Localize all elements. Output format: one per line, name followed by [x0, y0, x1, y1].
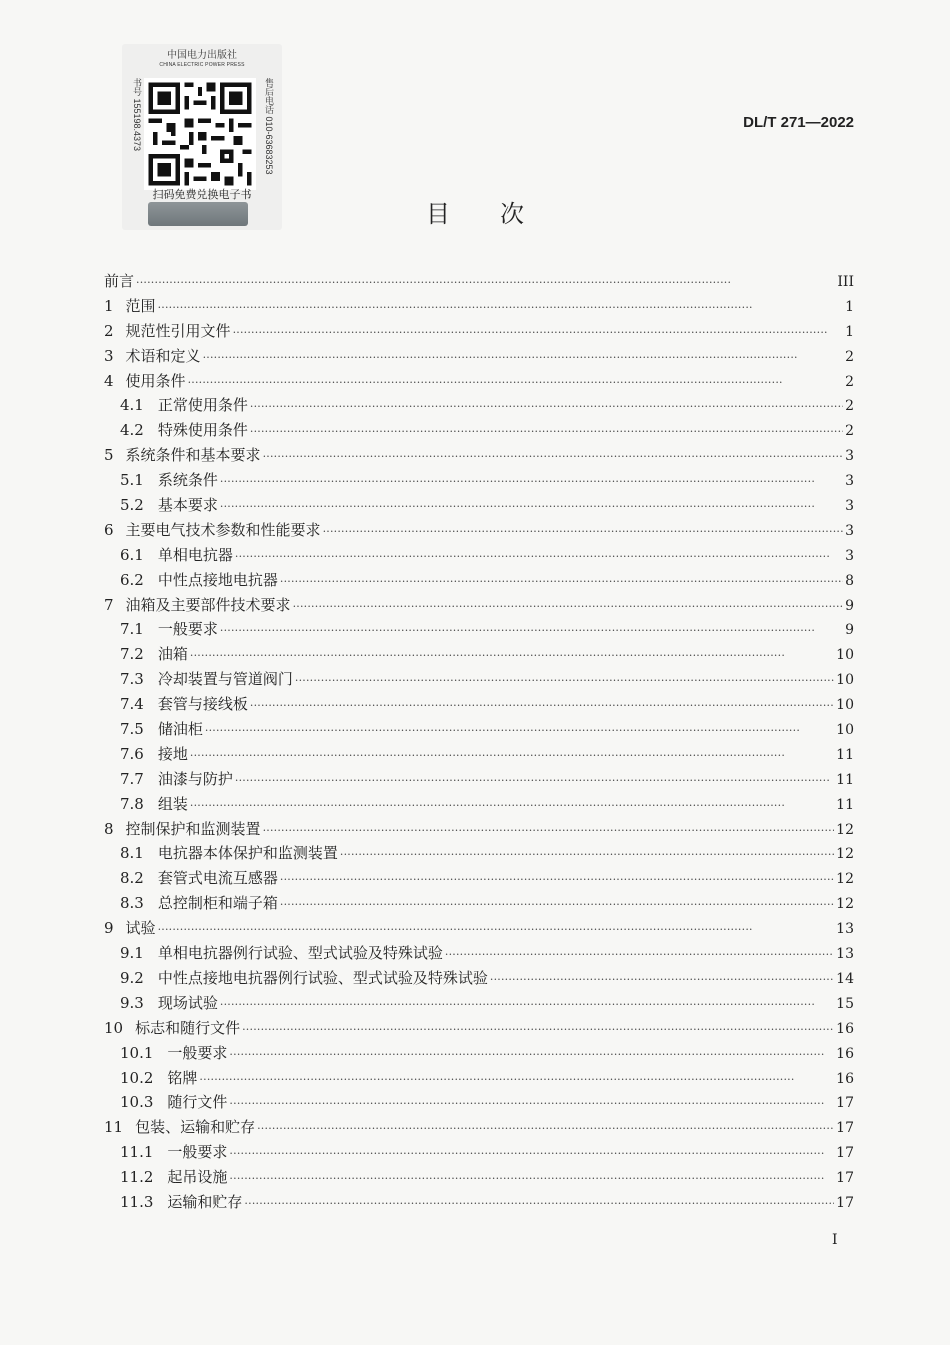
toc-entry[interactable] [104, 1116, 854, 1141]
toc-entry[interactable] [104, 419, 854, 444]
dot-leader [244, 1197, 834, 1210]
toc-entry-page: 10 [836, 647, 854, 664]
toc-entry-title: 总控制柜和端子箱 [157, 894, 278, 913]
dot-leader [220, 475, 843, 488]
toc-entry[interactable] [104, 295, 854, 320]
toc-entry[interactable] [104, 842, 854, 867]
toc-entry[interactable] [104, 469, 854, 494]
table-of-contents [104, 270, 854, 1216]
dot-leader [250, 425, 843, 438]
toc-entry-page: 14 [836, 970, 854, 987]
toc-entry[interactable] [104, 544, 854, 569]
toc-entry[interactable] [104, 668, 854, 693]
toc-entry[interactable] [104, 345, 854, 370]
toc-entry-title: 使用条件 [125, 371, 186, 390]
toc-entry-title: 正常使用条件 [157, 396, 248, 415]
toc-entry-page: 17 [836, 1095, 854, 1112]
toc-entry-page: 16 [836, 1045, 854, 1062]
toc-entry-page: 15 [836, 995, 854, 1012]
toc-entry-page: 12 [836, 846, 854, 863]
toc-entry-number: 5 [104, 446, 114, 465]
toc-entry[interactable] [104, 1191, 854, 1216]
toc-entry-page: III [837, 274, 854, 290]
publisher-name-en: CHINA ELECTRIC POWER PRESS [159, 62, 245, 68]
toc-entry[interactable] [104, 992, 854, 1017]
toc-entry-number: 6 [104, 520, 114, 539]
toc-entry-title: 标志和随行文件 [135, 1018, 241, 1037]
dot-leader [280, 898, 834, 911]
dot-leader [158, 301, 844, 314]
toc-entry-number: 7.3 [120, 670, 144, 689]
toc-entry[interactable] [104, 1091, 854, 1116]
toc-entry-title: 一般要求 [157, 620, 218, 639]
toc-entry[interactable] [104, 892, 854, 917]
toc-entry-number: 9 [104, 919, 114, 938]
toc-entry[interactable] [104, 768, 854, 793]
toc-entry-title: 套管与接线板 [157, 695, 248, 714]
toc-entry-number: 9.1 [120, 944, 144, 963]
toc-entry-title: 术语和定义 [125, 346, 201, 365]
dot-leader [199, 1073, 834, 1086]
standard-number: DL/T 271—2022 [743, 114, 854, 131]
toc-entry-title: 系统条件和基本要求 [125, 446, 261, 465]
toc-entry-page: 3 [845, 473, 854, 490]
dot-leader [203, 351, 844, 364]
toc-entry-title: 电抗器本体保护和监测装置 [157, 844, 338, 863]
dot-leader [233, 326, 844, 339]
toc-entry-number: 5.2 [120, 496, 144, 515]
toc-entry-number: 11 [104, 1118, 124, 1137]
toc-entry-title: 前言 [104, 272, 135, 290]
toc-entry-title: 套管式电流互感器 [157, 869, 278, 888]
toc-entry[interactable] [104, 917, 854, 942]
toc-entry-number: 2 [104, 321, 114, 340]
dot-leader [136, 276, 835, 289]
toc-entry-number: 6.1 [120, 545, 144, 564]
toc-entry-page: 1 [845, 323, 854, 340]
dot-leader [229, 1097, 834, 1110]
dot-leader [250, 699, 834, 712]
dot-leader [235, 774, 834, 787]
toc-entry-page: 9 [845, 597, 854, 614]
toc-entry[interactable] [104, 444, 854, 469]
toc-entry[interactable] [104, 1042, 854, 1067]
toc-entry[interactable] [104, 743, 854, 768]
dot-leader [158, 923, 835, 936]
toc-entry-number: 7.7 [120, 769, 144, 788]
toc-entry-title: 控制保护和监测装置 [125, 819, 261, 838]
toc-entry-page: 17 [836, 1145, 854, 1162]
toc-entry-title: 组装 [157, 794, 188, 813]
toc-entry[interactable] [104, 270, 854, 295]
toc-entry-page: 2 [845, 348, 854, 365]
toc-entry-page: 3 [845, 522, 854, 539]
toc-entry-page: 10 [836, 672, 854, 689]
toc-entry[interactable] [104, 1067, 854, 1092]
toc-entry-title: 主要电气技术参数和性能要求 [125, 520, 321, 539]
toc-entry[interactable] [104, 793, 854, 818]
toc-entry-page: 3 [845, 448, 854, 465]
page-number: I [832, 1232, 838, 1248]
publisher-name: 中国电力出版社 [167, 50, 237, 61]
toc-entry-title: 现场试验 [157, 993, 218, 1012]
scratch-code-panel[interactable] [148, 202, 248, 226]
dot-leader [295, 674, 834, 687]
toc-entry-page: 13 [836, 946, 854, 963]
toc-entry-number: 4.2 [120, 421, 144, 440]
toc-entry-page: 9 [845, 622, 854, 639]
toc-entry-title: 包装、运输和贮存 [135, 1118, 256, 1137]
toc-entry-number: 7.2 [120, 645, 144, 664]
toc-entry-number: 8 [104, 819, 114, 838]
toc-entry-page: 2 [845, 373, 854, 390]
toc-entry-number: 9.2 [120, 968, 144, 987]
dot-leader [280, 575, 843, 588]
dot-leader [205, 724, 834, 737]
toc-entry-title: 一般要求 [167, 1043, 228, 1062]
toc-entry-page: 12 [836, 896, 854, 913]
toc-entry-title: 中性点接地电抗器 [157, 570, 278, 589]
toc-entry-title: 冷却装置与管道阀门 [157, 670, 293, 689]
toc-entry-title: 油箱 [157, 645, 188, 664]
book-number: 书号 155198.4373 [132, 78, 142, 152]
toc-entry-page: 16 [836, 1020, 854, 1037]
toc-entry-number: 7 [104, 595, 114, 614]
dot-leader [242, 1023, 834, 1036]
toc-entry-page: 17 [836, 1120, 854, 1137]
toc-entry-page: 11 [836, 771, 854, 788]
toc-entry[interactable] [104, 693, 854, 718]
toc-entry-number: 1 [104, 296, 114, 315]
toc-entry[interactable] [104, 718, 854, 743]
scan-caption: 扫码免费兑换电子书 [152, 189, 252, 201]
toc-entry-number: 6.2 [120, 570, 144, 589]
toc-entry[interactable] [104, 370, 854, 395]
dot-leader [263, 824, 835, 837]
toc-entry-number: 4 [104, 371, 114, 390]
toc-entry-page: 17 [836, 1170, 854, 1187]
toc-entry-page: 11 [836, 746, 854, 763]
toc-entry-page: 12 [836, 871, 854, 888]
toc-entry[interactable] [104, 320, 854, 345]
toc-entry-title: 铭牌 [167, 1068, 198, 1087]
toc-entry[interactable] [104, 967, 854, 992]
toc-entry[interactable] [104, 1166, 854, 1191]
toc-entry-number: 8.1 [120, 844, 144, 863]
toc-entry-page: 2 [845, 398, 854, 415]
dot-leader [220, 998, 834, 1011]
toc-entry[interactable] [104, 618, 854, 643]
toc-entry-page: 11 [836, 796, 854, 813]
toc-entry-page: 10 [836, 722, 854, 739]
toc-entry-title: 运输和贮存 [167, 1192, 243, 1211]
toc-entry-number: 11.3 [120, 1192, 154, 1211]
toc-entry[interactable] [104, 394, 854, 419]
dot-leader [235, 550, 843, 563]
toc-entry-page: 13 [836, 921, 854, 938]
toc-entry-page: 3 [845, 547, 854, 564]
dot-leader [293, 600, 844, 613]
toc-entry-number: 11.1 [120, 1143, 154, 1162]
toc-entry[interactable] [104, 1141, 854, 1166]
qr-sticker [122, 44, 282, 230]
qr-code[interactable] [144, 78, 256, 190]
toc-entry[interactable] [104, 1017, 854, 1042]
toc-entry[interactable] [104, 594, 854, 619]
toc-entry-title: 中性点接地电抗器例行试验、型式试验及特殊试验 [157, 968, 488, 987]
page-title: 目次 [426, 200, 574, 228]
toc-entry-title: 试验 [125, 919, 156, 938]
toc-entry[interactable] [104, 494, 854, 519]
dot-leader [229, 1048, 834, 1061]
service-phone: 售后电话 010-63683253 [264, 78, 274, 175]
toc-entry-title: 储油柜 [157, 720, 203, 739]
dot-leader [190, 799, 834, 812]
toc-entry-title: 系统条件 [157, 471, 218, 490]
dot-leader [323, 525, 844, 538]
toc-entry-number: 10.3 [120, 1093, 154, 1112]
toc-entry-page: 8 [845, 572, 854, 589]
dot-leader [190, 649, 834, 662]
toc-entry-number: 7.8 [120, 794, 144, 813]
toc-entry-title: 基本要求 [157, 496, 218, 515]
toc-entry-number: 4.1 [120, 396, 144, 415]
dot-leader [340, 848, 834, 861]
toc-entry[interactable] [104, 569, 854, 594]
toc-entry-number: 10 [104, 1018, 124, 1037]
dot-leader [257, 1122, 834, 1135]
toc-entry-page: 3 [845, 498, 854, 515]
toc-entry[interactable] [104, 818, 854, 843]
toc-entry-number: 3 [104, 346, 114, 365]
toc-entry-title: 随行文件 [167, 1093, 228, 1112]
dot-leader [490, 973, 834, 986]
toc-entry-title: 单相电抗器 [157, 545, 233, 564]
toc-entry-page: 10 [836, 697, 854, 714]
toc-entry-title: 起吊设施 [167, 1168, 228, 1187]
dot-leader [190, 749, 834, 762]
toc-entry-number: 10.1 [120, 1043, 154, 1062]
toc-entry-title: 一般要求 [167, 1143, 228, 1162]
publisher-logo [132, 50, 272, 69]
dot-leader [229, 1172, 834, 1185]
toc-entry-number: 5.1 [120, 471, 144, 490]
dot-leader [250, 400, 843, 413]
dot-leader [263, 450, 844, 463]
toc-entry-number: 10.2 [120, 1068, 154, 1087]
toc-entry-number: 8.2 [120, 869, 144, 888]
toc-entry[interactable] [104, 643, 854, 668]
toc-entry-page: 2 [845, 423, 854, 440]
toc-entry-title: 油箱及主要部件技术要求 [125, 595, 291, 614]
toc-entry[interactable] [104, 519, 854, 544]
toc-entry-number: 8.3 [120, 894, 144, 913]
dot-leader [220, 500, 843, 513]
toc-entry-title: 单相电抗器例行试验、型式试验及特殊试验 [157, 944, 443, 963]
toc-entry-title: 范围 [125, 296, 156, 315]
toc-entry-title: 特殊使用条件 [157, 421, 248, 440]
toc-entry-title: 规范性引用文件 [125, 321, 231, 340]
toc-entry-number: 11.2 [120, 1168, 154, 1187]
toc-entry-number: 7.4 [120, 695, 144, 714]
toc-entry-number: 9.3 [120, 993, 144, 1012]
toc-entry-number: 7.6 [120, 744, 144, 763]
toc-entry-page: 17 [836, 1194, 854, 1211]
dot-leader [229, 1147, 834, 1160]
toc-entry[interactable] [104, 867, 854, 892]
dot-leader [445, 948, 834, 961]
dot-leader [280, 873, 834, 886]
toc-entry-title: 接地 [157, 744, 188, 763]
dot-leader [220, 624, 843, 637]
toc-entry-number: 7.1 [120, 620, 144, 639]
dot-leader [188, 376, 844, 389]
toc-entry-page: 1 [845, 298, 854, 315]
toc-entry[interactable] [104, 942, 854, 967]
toc-entry-title: 油漆与防护 [157, 769, 233, 788]
toc-entry-page: 12 [836, 821, 854, 838]
toc-entry-number: 7.5 [120, 720, 144, 739]
toc-entry-page: 16 [836, 1070, 854, 1087]
